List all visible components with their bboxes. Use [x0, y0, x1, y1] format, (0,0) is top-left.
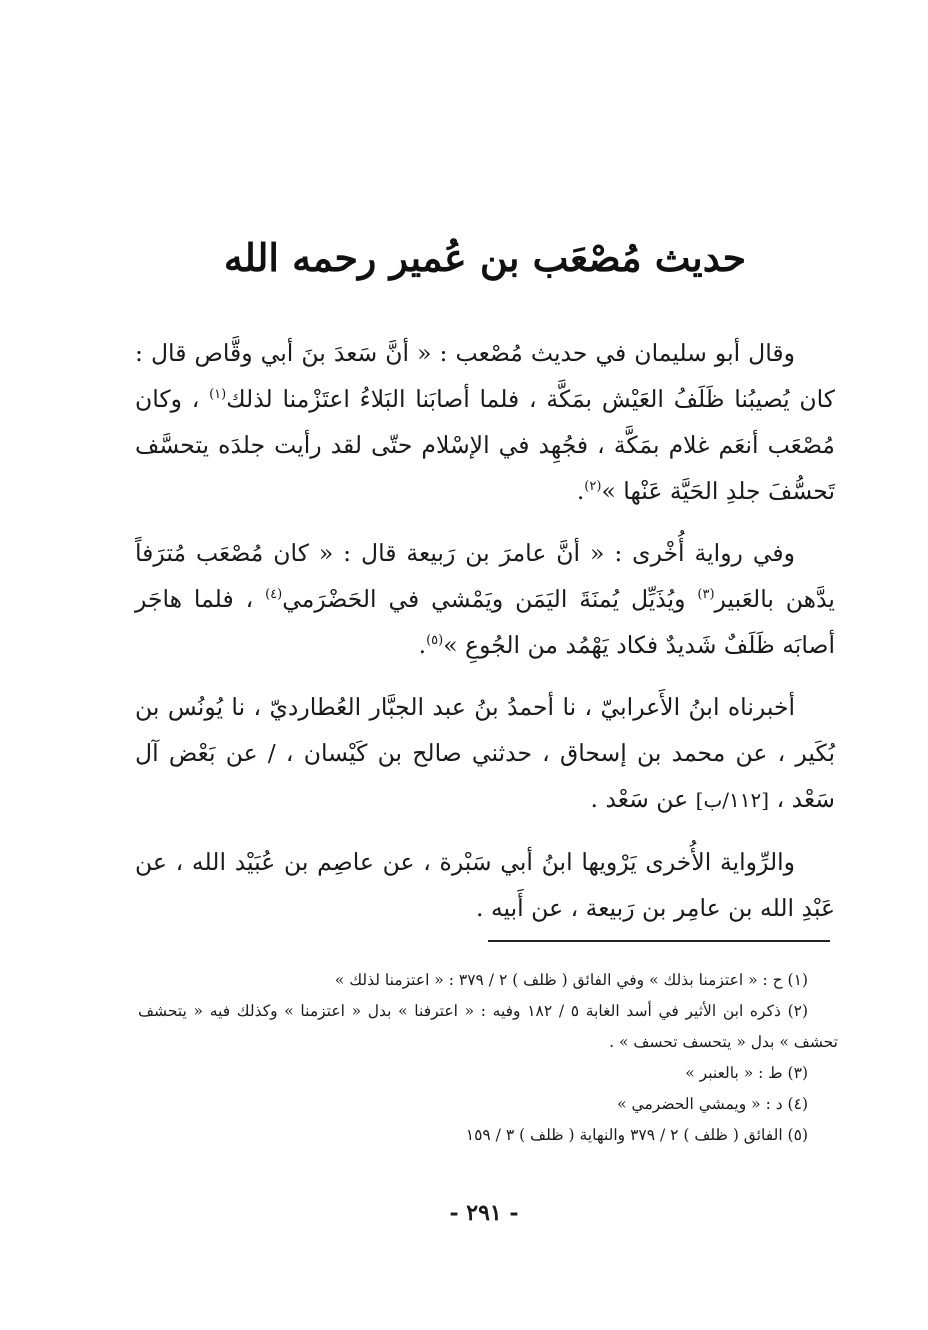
- paragraph-1-continuation: ، وكان مُصْعَب أنعَم غلام بمَكَّة ، فجُهِد في الإسْلام حتّى لقد رأيت جلدَه يتحسَّف تَحسُّفَ جلدِ الحَيَّة عَنْها »: [135, 385, 835, 505]
- footnote-5: (٥) الفائق ( ظلف ) ٢ / ٣٧٩ والنهاية ( ظلف ) ٣ / ١٥٩: [465, 1126, 808, 1144]
- paragraph-2-continuation-1: ويُذَيِّل يُمنَةَ اليَمَن ويَمْشي في الحَضْرَمي: [282, 585, 686, 613]
- paragraph-1-text: وقال أبو سليمان في حديث مُصْعب : « أنَّ سَعدَ بنَ أبي وقَّاص قال : كان يُصيبُنا ظَلَفُ العَيْش بمَكَّة ، فلما أصابَنا البَلاءُ اعتَزْمنا لذلك: [135, 339, 835, 413]
- paragraph-3: [135, 684, 835, 823]
- main-text: [135, 330, 835, 931]
- footnote-mark-3: (٣): [697, 587, 715, 603]
- section-title: حديث مُصْعَب بن عُمير رحمه الله: [223, 235, 747, 280]
- paragraph-3-end: عن سَعْد .: [590, 785, 689, 813]
- footnote-mark-2: (٢): [584, 479, 602, 495]
- footnote-mark-5: (٥): [426, 633, 444, 649]
- footnote-3: (٣) ط : « بالعنبر »: [685, 1064, 808, 1082]
- paragraph-2: وفي رواية أُخْرى : « أنَّ عامرَ بن رَبيعة قال : « كان مُصْعَب مُترَفاً يدَّهن بالعَبير$^{(٣)}$ ويُذَيِّل يُمنَةَ اليَمَن ويَمْشي في الحَضْرَمي$^{(٤)}$ ، فلما هاجَر أصابَه ظَلَفٌ شَديدٌ فكاد يَهْمُد من الجُوعِ »$^{(٥)}$.: [135, 539, 835, 659]
- footnote-1: (١) ح : « اعتزمنا بذلك » وفي الفائق ( ظلف ) ٢ / ٣٧٩ : « اعتزمنا لذلك »: [334, 971, 808, 989]
- footnote-4: (٤) د : « ويمشي الحضرمي »: [617, 1095, 808, 1113]
- footnote-2: (٢) ذكره ابن الأثير في أسد الغابة ٥ / ١٨٢ وفيه : « اعترفنا » بدل « اعتزمنا » وكذلك فيه « يتحشف تحشف » بدل « يتحسف تحسف » .: [138, 1002, 838, 1051]
- paragraph-3-text: أخبرناه ابنُ الأَعرابيّ ، نا أحمدُ بنُ عبد الجبَّار العُطارديّ ، نا يُونُس بن بُكَير ، عن محمد بن إسحاق ، حدثني صالح بن كَيْسان ، / عن بَعْض آل سَعْد ،: [135, 693, 835, 813]
- footnote-divider: [488, 940, 830, 942]
- footnote-mark-4: (٤): [265, 587, 283, 603]
- page-number: - ٢٩١ -: [449, 1200, 519, 1226]
- paragraph-2-continuation-2: ، فلما هاجَر أصابَه ظَلَفٌ شَديدٌ فكاد يَهْمُد من الجُوعِ »: [135, 585, 835, 659]
- paragraph-4: والرِّواية الأُخرى يَرْويها ابنُ أبي سَبْرة ، عن عاصِم بن عُبَيْد الله ، عن عَبْدِ الله بن عامِر بن رَبيعة ، عن أَبيه .: [135, 848, 835, 922]
- paragraph-1: وقال أبو سليمان في حديث مُصْعب : « أنَّ سَعدَ بنَ أبي وقَّاص قال : كان يُصيبُنا ظَلَفُ العَيْش بمَكَّة ، فلما أصابَنا البَلاءُ اعتَزْمنا لذلك$^{(١)}$ ، وكان مُصْعَب أنعَم غلام بمَكَّة ، فجُهِد في الإسْلام حتّى لقد رأيت جلدَه يتحسَّف تَحسُّفَ جلدِ الحَيَّة عَنْها »$^{(٢)}$.: [135, 339, 835, 505]
- manuscript-folio-ref: [١١٢/ب]: [695, 788, 770, 812]
- paragraph-2-text: وفي رواية أُخْرى : « أنَّ عامرَ بن رَبيعة قال : « كان مُصْعَب مُترَفاً يدَّهن بالعَبير: [135, 539, 835, 613]
- footnote-mark-1: (١): [209, 387, 227, 403]
- footnotes: [138, 965, 838, 1151]
